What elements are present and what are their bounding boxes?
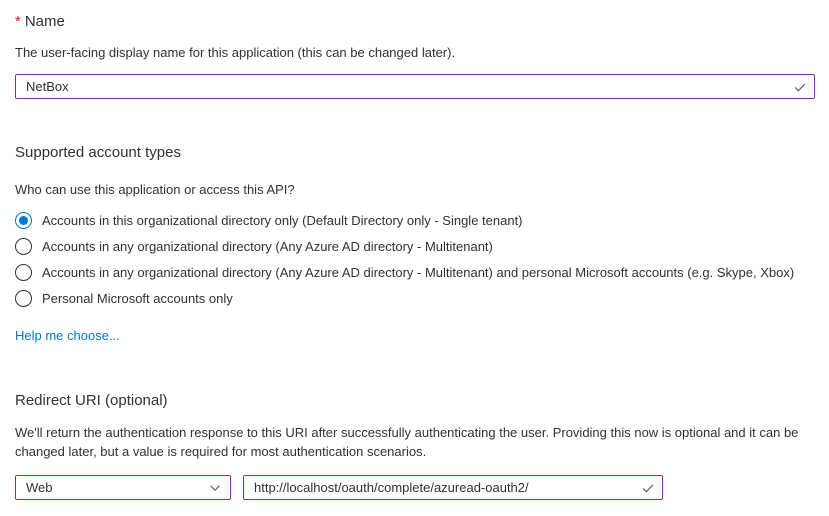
redirect-uri-title: Redirect URI (optional) xyxy=(15,392,168,409)
required-asterisk: * xyxy=(15,13,21,30)
radio-option-multitenant-personal[interactable] xyxy=(15,259,815,285)
name-input[interactable] xyxy=(15,74,815,99)
radio-option-single-tenant[interactable] xyxy=(15,207,815,233)
name-description: The user-facing display name for this application (this can be changed later). xyxy=(15,45,456,60)
radio-button-icon[interactable] xyxy=(15,290,32,307)
account-types-title: Supported account types xyxy=(15,144,181,161)
radio-option-label: Personal Microsoft accounts only xyxy=(42,290,233,306)
chevron-down-icon xyxy=(208,481,222,495)
account-types-question: Who can use this application or access this API? xyxy=(15,182,295,197)
radio-option-personal-only[interactable] xyxy=(15,285,815,311)
name-section xyxy=(15,12,815,99)
platform-select[interactable] xyxy=(15,475,231,500)
redirect-uri-section xyxy=(15,391,815,500)
radio-option-multitenant[interactable] xyxy=(15,233,815,259)
redirect-uri-description: We'll return the authentication response to this URI after successfully authenticating the user. Providing this now is optional and it can be changed later, but a value is required for most authentication scenarios. xyxy=(15,425,799,459)
redirect-uri-row xyxy=(15,475,815,500)
name-input-container xyxy=(15,74,815,99)
redirect-uri-input-container xyxy=(243,475,663,500)
account-types-radio-group xyxy=(15,207,815,311)
name-label: Name xyxy=(24,13,65,30)
platform-select-value: Web xyxy=(26,480,53,495)
account-types-section xyxy=(15,143,815,345)
name-section-title xyxy=(15,12,815,32)
redirect-uri-input[interactable] xyxy=(243,475,663,500)
radio-button-icon[interactable] xyxy=(15,264,32,281)
radio-button-icon[interactable] xyxy=(15,212,32,229)
radio-option-label: Accounts in any organizational directory (Any Azure AD directory - Multitenant) xyxy=(42,238,493,254)
radio-option-label: Accounts in any organizational directory (Any Azure AD directory - Multitenant) and personal Microsoft accounts (e.g. Skype, Xbox) xyxy=(42,264,795,280)
help-me-choose-link[interactable]: Help me choose... xyxy=(15,328,120,343)
radio-option-label: Accounts in this organizational directory only (Default Directory only - Single tenant) xyxy=(42,212,523,228)
radio-button-icon[interactable] xyxy=(15,238,32,255)
